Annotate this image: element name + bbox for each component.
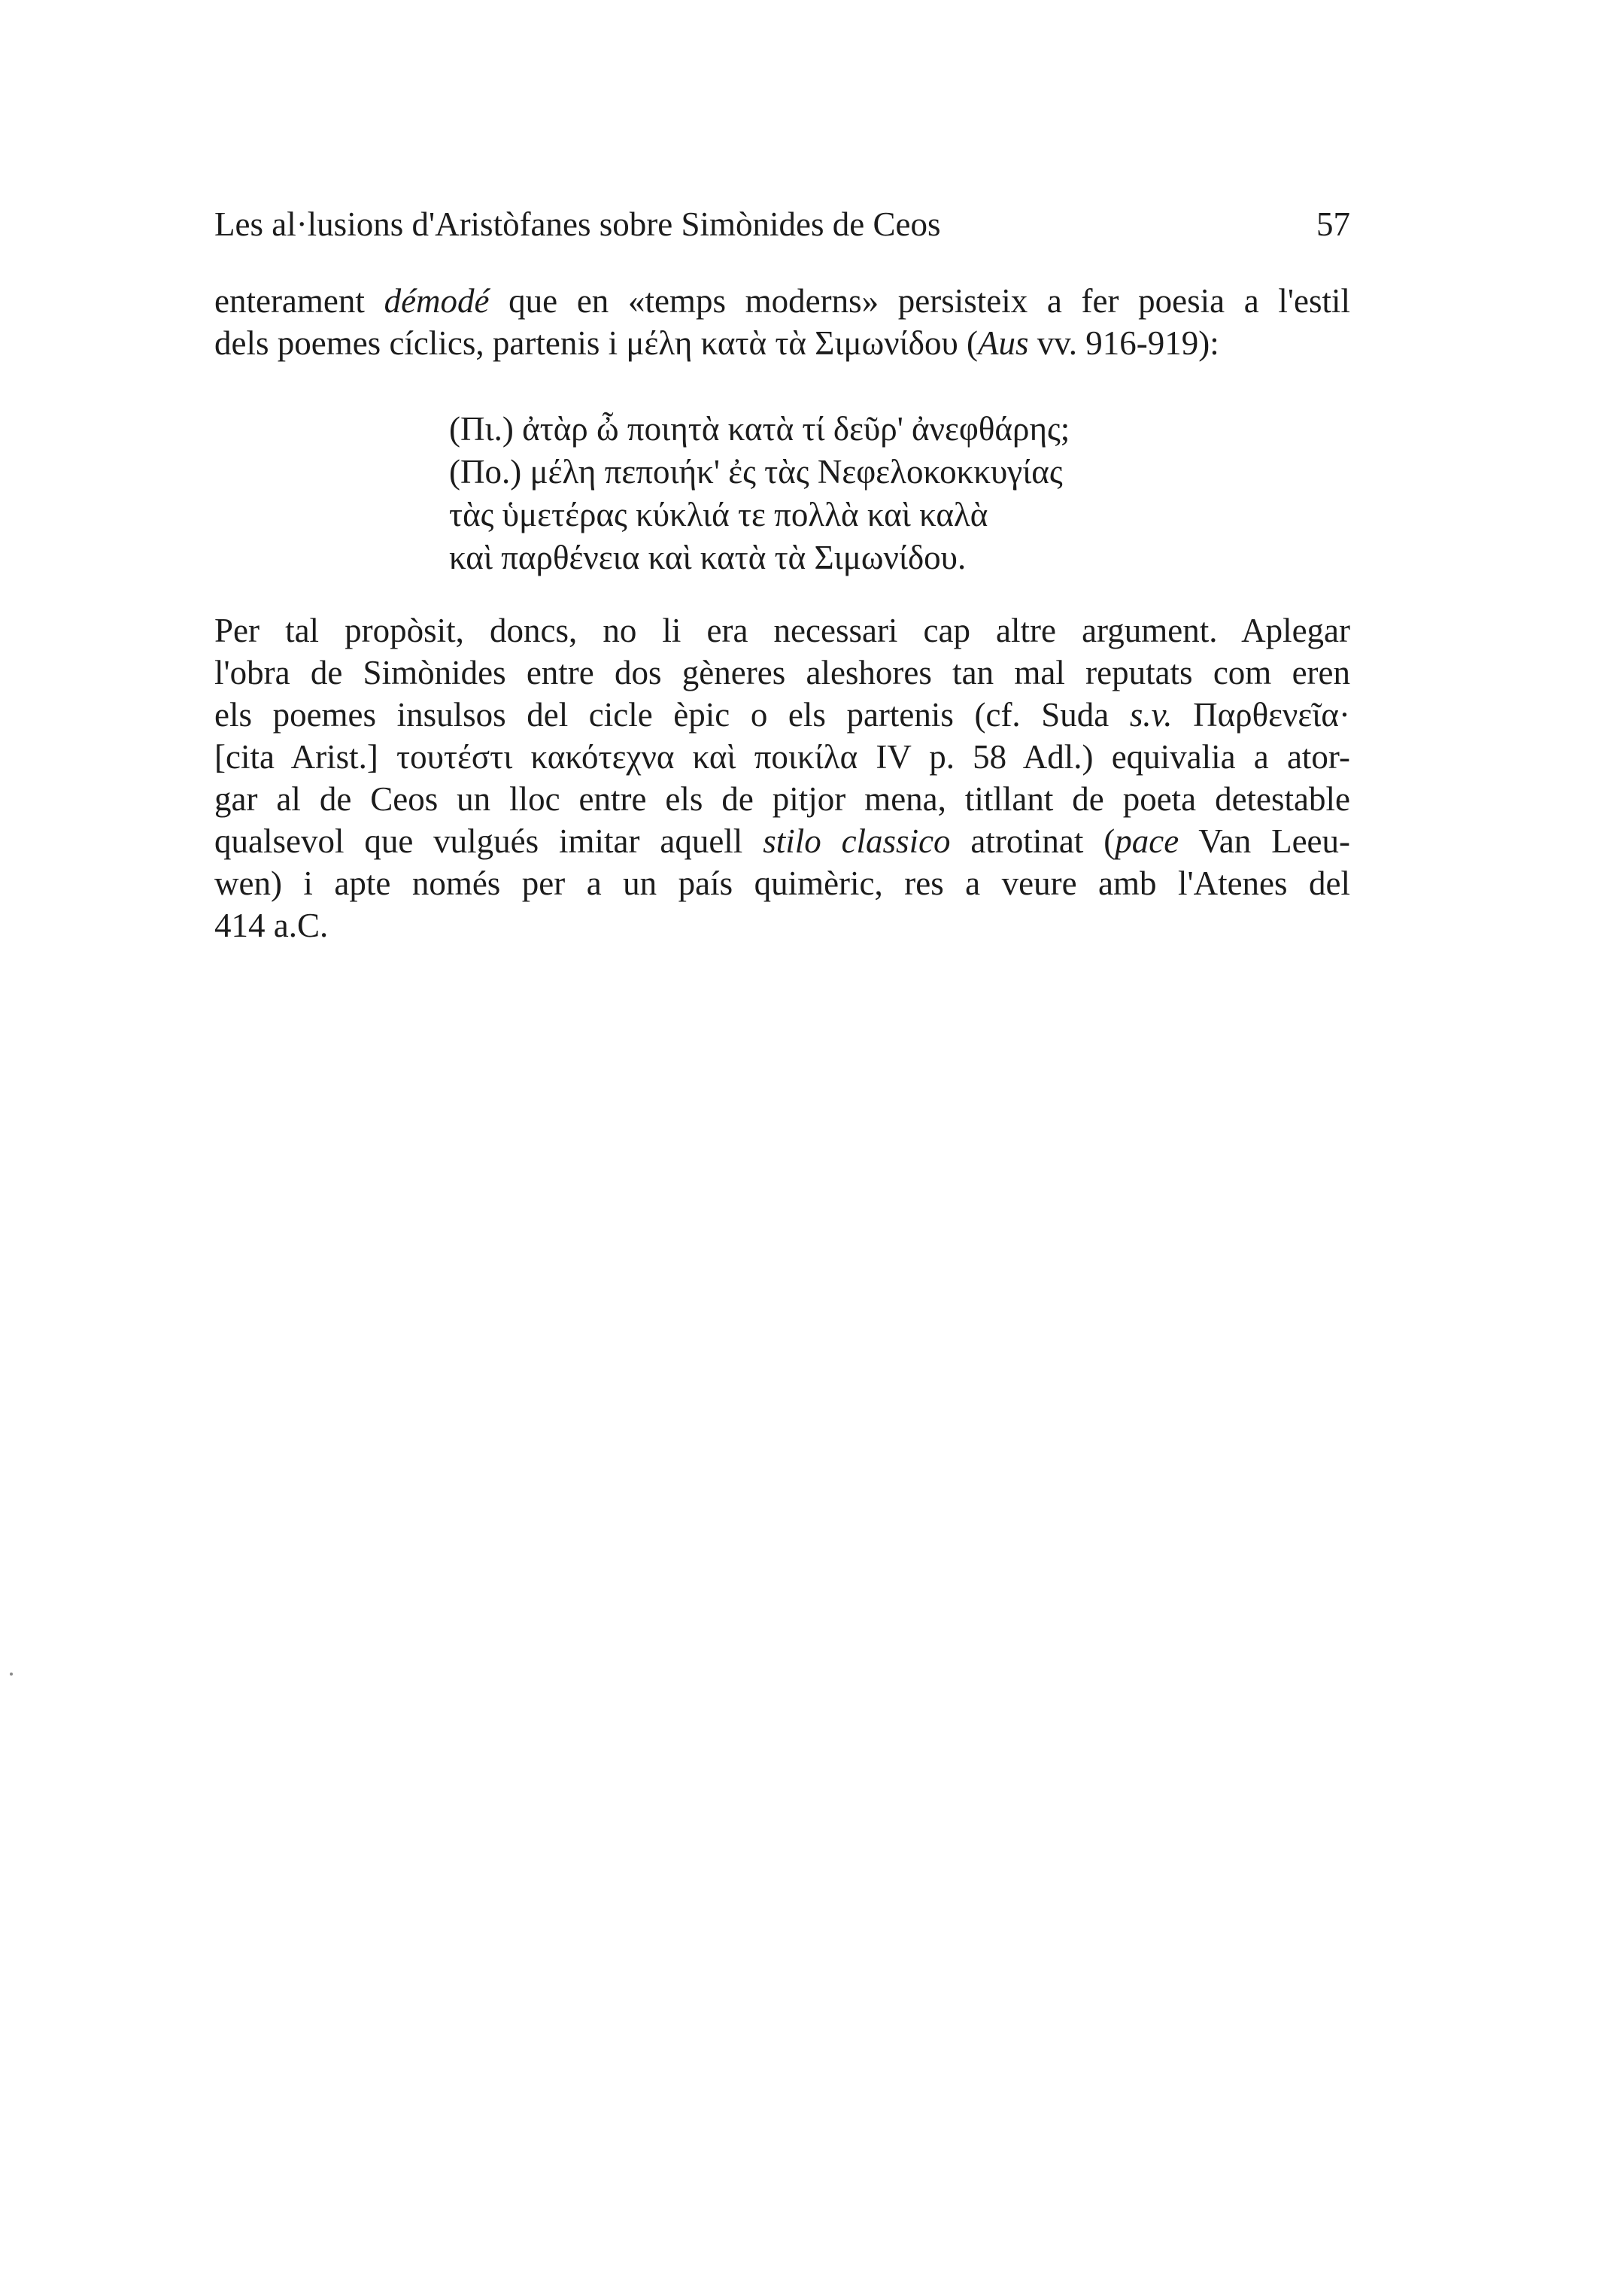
paragraph-argument — [214, 609, 1350, 946]
text-run: els poemes insulsos del cicle èpic o els partenis (cf. Suda — [214, 696, 1130, 734]
text-run: dels poemes cíclics, partenis i μέλη κατὰ τὰ Σιμωνίδου ( — [214, 324, 978, 362]
verse-line: καὶ παρθένεια καὶ κατὰ τὰ Σιμωνίδου. — [449, 539, 967, 576]
scan-speck — [10, 1673, 13, 1676]
text-line — [214, 820, 1350, 862]
text-line: wen) i apte només per a un país quimèric, res a veure amb l'Atenes del — [214, 864, 1350, 902]
running-title: Les al·lusions d'Aristòfanes sobre Simònides de Ceos — [214, 205, 941, 243]
italic-text: démodé — [384, 282, 490, 320]
text-run: Παρθενεῖα· — [1172, 696, 1350, 734]
italic-text: stilo classico — [763, 822, 951, 860]
verse-quotation — [449, 408, 1070, 579]
italic-text: Aus — [977, 324, 1029, 362]
text-line — [214, 322, 1350, 364]
text-run: enterament — [214, 282, 384, 320]
text-run: vv. 916-919): — [1028, 324, 1219, 362]
page-number: 57 — [1316, 205, 1350, 243]
text-line — [214, 280, 1350, 322]
verse-line: (Πι.) ἀτὰρ ὦ ποιητὰ κατὰ τί δεῦρ' ἀνεφθάρης; — [449, 410, 1070, 448]
text-run: atrotinat ( — [950, 822, 1116, 860]
text-line: [cita Arist.] τουτέστι κακότεχνα καὶ ποικίλα IV p. 58 Adl.) equivalia a ator- — [214, 738, 1350, 776]
text-run: qualsevol que vulgués imitar aquell — [214, 822, 763, 860]
italic-text: pace — [1115, 822, 1179, 860]
text-line: 414 a.C. — [214, 907, 329, 944]
text-line — [214, 694, 1350, 736]
text-run: que en «temps moderns» persisteix a fer poesia a l'estil — [489, 282, 1351, 320]
paragraph-intro — [214, 280, 1350, 364]
italic-text: s.v. — [1129, 696, 1173, 734]
text-line: gar al de Ceos un lloc entre els de pitjor mena, titllant de poeta detestable — [214, 780, 1350, 818]
text-line: Per tal propòsit, doncs, no li era necessari cap altre argument. Aplegar — [214, 612, 1350, 649]
verse-line: (Πο.) μέλη πεποιήκ' ἐς τὰς Νεφελοκοκκυγίας — [449, 453, 1063, 491]
text-run: Van Leeu- — [1179, 822, 1351, 860]
verse-line: τὰς ὑμετέρας κύκλιά τε πολλὰ καὶ καλὰ — [449, 496, 988, 533]
text-line: l'obra de Simònides entre dos gèneres aleshores tan mal reputats com eren — [214, 654, 1350, 691]
